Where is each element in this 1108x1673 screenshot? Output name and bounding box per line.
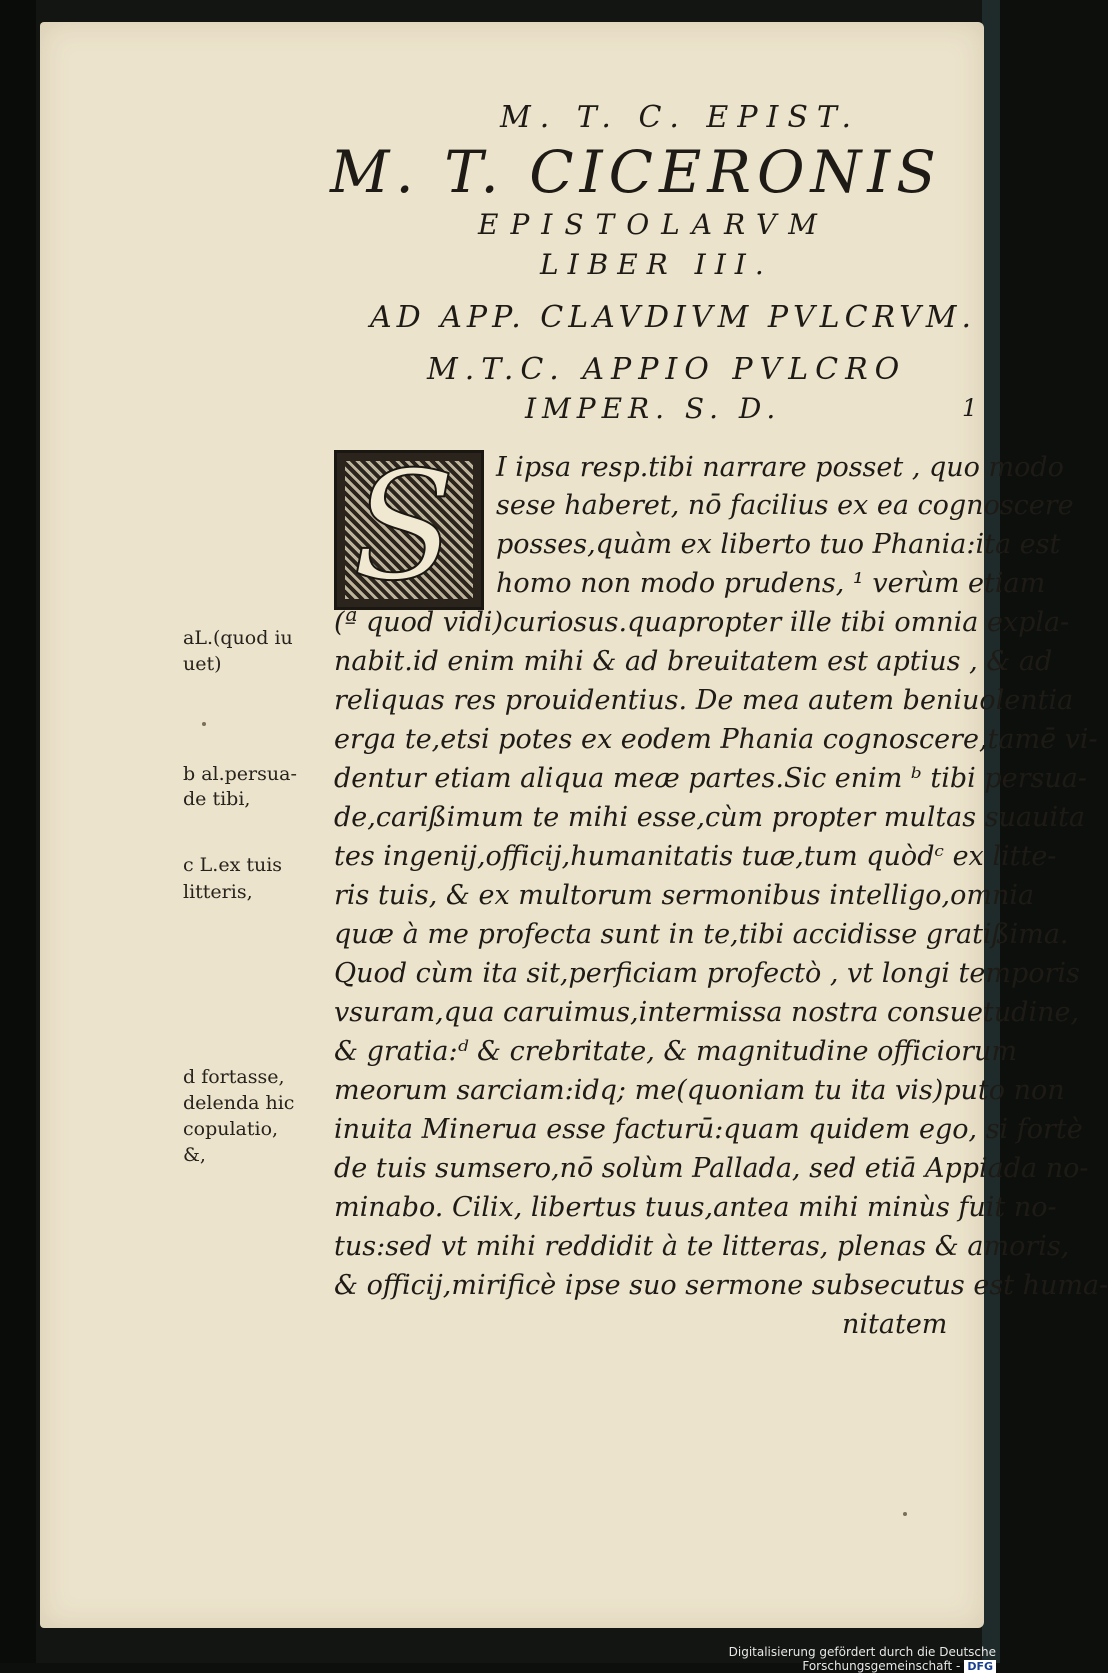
- salutation-line-1: M.T.C. APPIO PVLCRO: [427, 352, 907, 387]
- margin-note: litteris,: [183, 881, 253, 903]
- body-line: inuita Minerua esse facturū:quam quidem ego, si fortè: [334, 1114, 1083, 1145]
- body-line: de,carißimum te mihi esse,cùm propter multas suauita: [334, 802, 1086, 833]
- credit-text: Digitalisierung gefördert durch die Deutsche Forschungsgemeinschaft -: [728, 1645, 996, 1673]
- body-line: Quod cùm ita sit,perficiam profectò , vt longi temporis: [334, 958, 1080, 989]
- margin-note: copulatio,: [183, 1118, 279, 1140]
- body-line: I ipsa resp.tibi narrare posset , quo modo: [496, 452, 1064, 483]
- decorated-initial: [334, 440, 484, 614]
- body-line: quæ à me profecta sunt in te,tibi accidisse gratißima.: [334, 919, 1069, 950]
- body-line: vsuram,qua caruimus,intermissa nostra consuetudine,: [334, 997, 1080, 1028]
- body-line: sese haberet, nō facilius ex ea cognoscere: [496, 490, 1074, 521]
- catchword: nitatem: [842, 1309, 948, 1340]
- body-line: minabo. Cilix, libertus tuus,antea mihi minùs fuit no-: [334, 1192, 1057, 1223]
- body-line: & officij,mirificè ipse suo sermone subsecutus est huma-: [334, 1270, 1108, 1301]
- initial-letter: S: [352, 440, 456, 614]
- body-line: & gratia:ᵈ & crebritate, & magnitudine officiorum: [334, 1036, 1018, 1067]
- body-line: meorum sarciam:idq; me(quoniam tu ita vis)puto non: [334, 1075, 1065, 1106]
- book-number: LIBER III.: [540, 248, 773, 281]
- margin-note: &,: [183, 1144, 206, 1166]
- running-title: M. T. C. EPIST.: [500, 100, 861, 135]
- margin-note: uet): [183, 653, 222, 675]
- dfg-logo: DFG: [964, 1660, 996, 1673]
- margin-note: b al.persua-: [183, 763, 297, 785]
- body-line: posses,quàm ex liberto tuo Phania:ita est: [496, 529, 1061, 560]
- body-line: reliquas res prouidentius. De mea autem beniuolentia: [334, 685, 1074, 716]
- margin-note: de tibi,: [183, 788, 251, 810]
- ink-speck: [202, 722, 206, 726]
- body-line: de tuis sumsero,nō solùm Pallada, sed etiā Appiada no-: [334, 1153, 1089, 1184]
- salutation-line-2: IMPER. S. D.: [525, 392, 782, 425]
- body-line: erga te,etsi potes ex eodem Phania cognoscere,tamē vi-: [334, 724, 1098, 755]
- digitization-credit: [605, 1645, 1000, 1673]
- margin-note: d fortasse,: [183, 1066, 285, 1088]
- author-title: M. T. CICERONIS: [330, 138, 942, 206]
- margin-note: aL.(quod iu: [183, 627, 293, 649]
- body-line: tus:sed vt mihi reddidit à te litteras, plenas & amoris,: [334, 1231, 1070, 1262]
- body-line: homo non modo prudens, ¹ verùm etiam: [496, 568, 1046, 599]
- body-line: dentur etiam aliqua meæ partes.Sic enim ᵇ tibi persua-: [334, 763, 1087, 794]
- margin-note: delenda hic: [183, 1092, 295, 1114]
- ink-speck: [903, 1512, 907, 1516]
- addressee-heading: AD APP. CLAVDIVM PVLCRVM.: [370, 300, 976, 335]
- letter-number: 1: [962, 394, 978, 422]
- work-title: EPISTOLARVM: [478, 208, 829, 241]
- body-line: nabit.id enim mihi & ad breuitatem est aptius , & ad: [334, 646, 1053, 677]
- body-line: ris tuis, & ex multorum sermonibus intelligo,omnia: [334, 880, 1035, 911]
- book-spine: [0, 0, 36, 1663]
- body-line: tes ingenij,officij,humanitatis tuæ,tum quòdᶜ ex litte-: [334, 841, 1057, 872]
- body-line: (ª quod vidi)curiosus.quapropter ille tibi omnia expla-: [334, 607, 1070, 638]
- margin-note: c L.ex tuis: [183, 854, 283, 876]
